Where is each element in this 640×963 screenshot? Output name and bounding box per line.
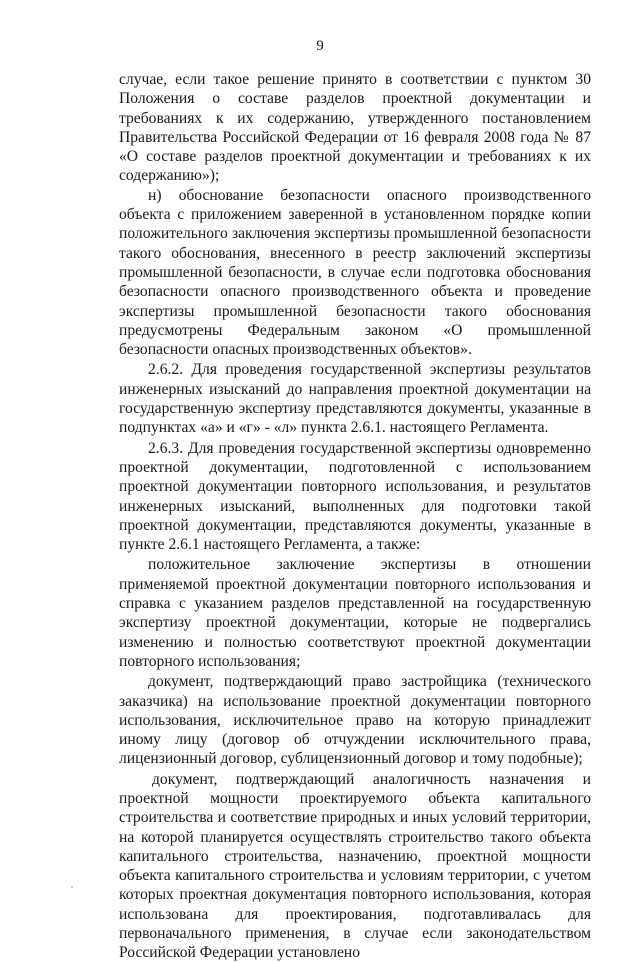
scan-speck	[71, 886, 73, 888]
document-body	[119, 70, 591, 963]
paragraph-positive-conclusion: положительное заключение экспертизы в отношении применяемой проектной документации повторного использования и справка с указанием разделов представленной на государственную экспертизу проектной документации, которые не подвергались изменению и полностью соответствуют проектной документации повторного использования;	[119, 556, 591, 670]
paragraph-rights-document: документ, подтверждающий право застройщика (технического заказчика) на использование проектной документации повторного использования, исключительное право на которую принадлежит иному лицу (договор об отчуждении исключительного права, лицензионный договор, сублицензионный договор и тому подобные);	[119, 673, 591, 768]
paragraph-analogy-document: документ, подтверждающий аналогичность назначения и проектной мощности проектируемого объекта капитального строительства и соответствие природных и иных условий территории, на которой планируется осуществлять строительство такого объекта капитального строительства, назначению, проектной мощности объекта капитального строительства и условиям территории, с учетом которых проектная документация повторного использования, которая использована для проектирования, подготавливалась для первоначального применения, в случае если законодательством Российской Федерации установлено	[119, 770, 591, 962]
paragraph-2-6-3: 2.6.3. Для проведения государственной экспертизы одновременно проектной документации, подготовленной с использованием проектной документации повторного использования, и результатов инженерных изысканий, выполненных для подготовки такой проектной документации, представляются документы, указанные в пункте 2.6.1 настоящего Регламента, а также:	[119, 439, 591, 554]
paragraph-2-6-2: 2.6.2. Для проведения государственной экспертизы результатов инженерных изысканий до направления проектной документации на государственную экспертизу представляются документы, указанные в подпунктах «а» и «г» - «л» пункта 2.6.1. настоящего Регламента.	[119, 361, 591, 437]
page-number: 9	[316, 38, 324, 54]
paragraph-continuation: случае, если такое решение принято в соответствии с пунктом 30 Положения о составе разделов проектной документации и требованиях к их содержанию, утвержденного постановлением Правительства Российской Федерации от 16 февраля 2008 года № 87 «О составе разделов проектной документации и требованиях к их содержанию»);	[119, 71, 591, 185]
paragraph-item-n: н) обоснование безопасности опасного производственного объекта с приложением заверенной в установленном порядке копии положительного заключения экспертизы промышленной безопасности такого обоснования, внесенного в реестр заключений экспертизы промышленной безопасности, в случае если подготовка обоснования безопасности опасного производственного объекта и проведение экспертизы промышленной безопасности такого обоснования предусмотрены Федеральным законом «О промышленной безопасности опасных производственных объектов».	[119, 186, 591, 359]
